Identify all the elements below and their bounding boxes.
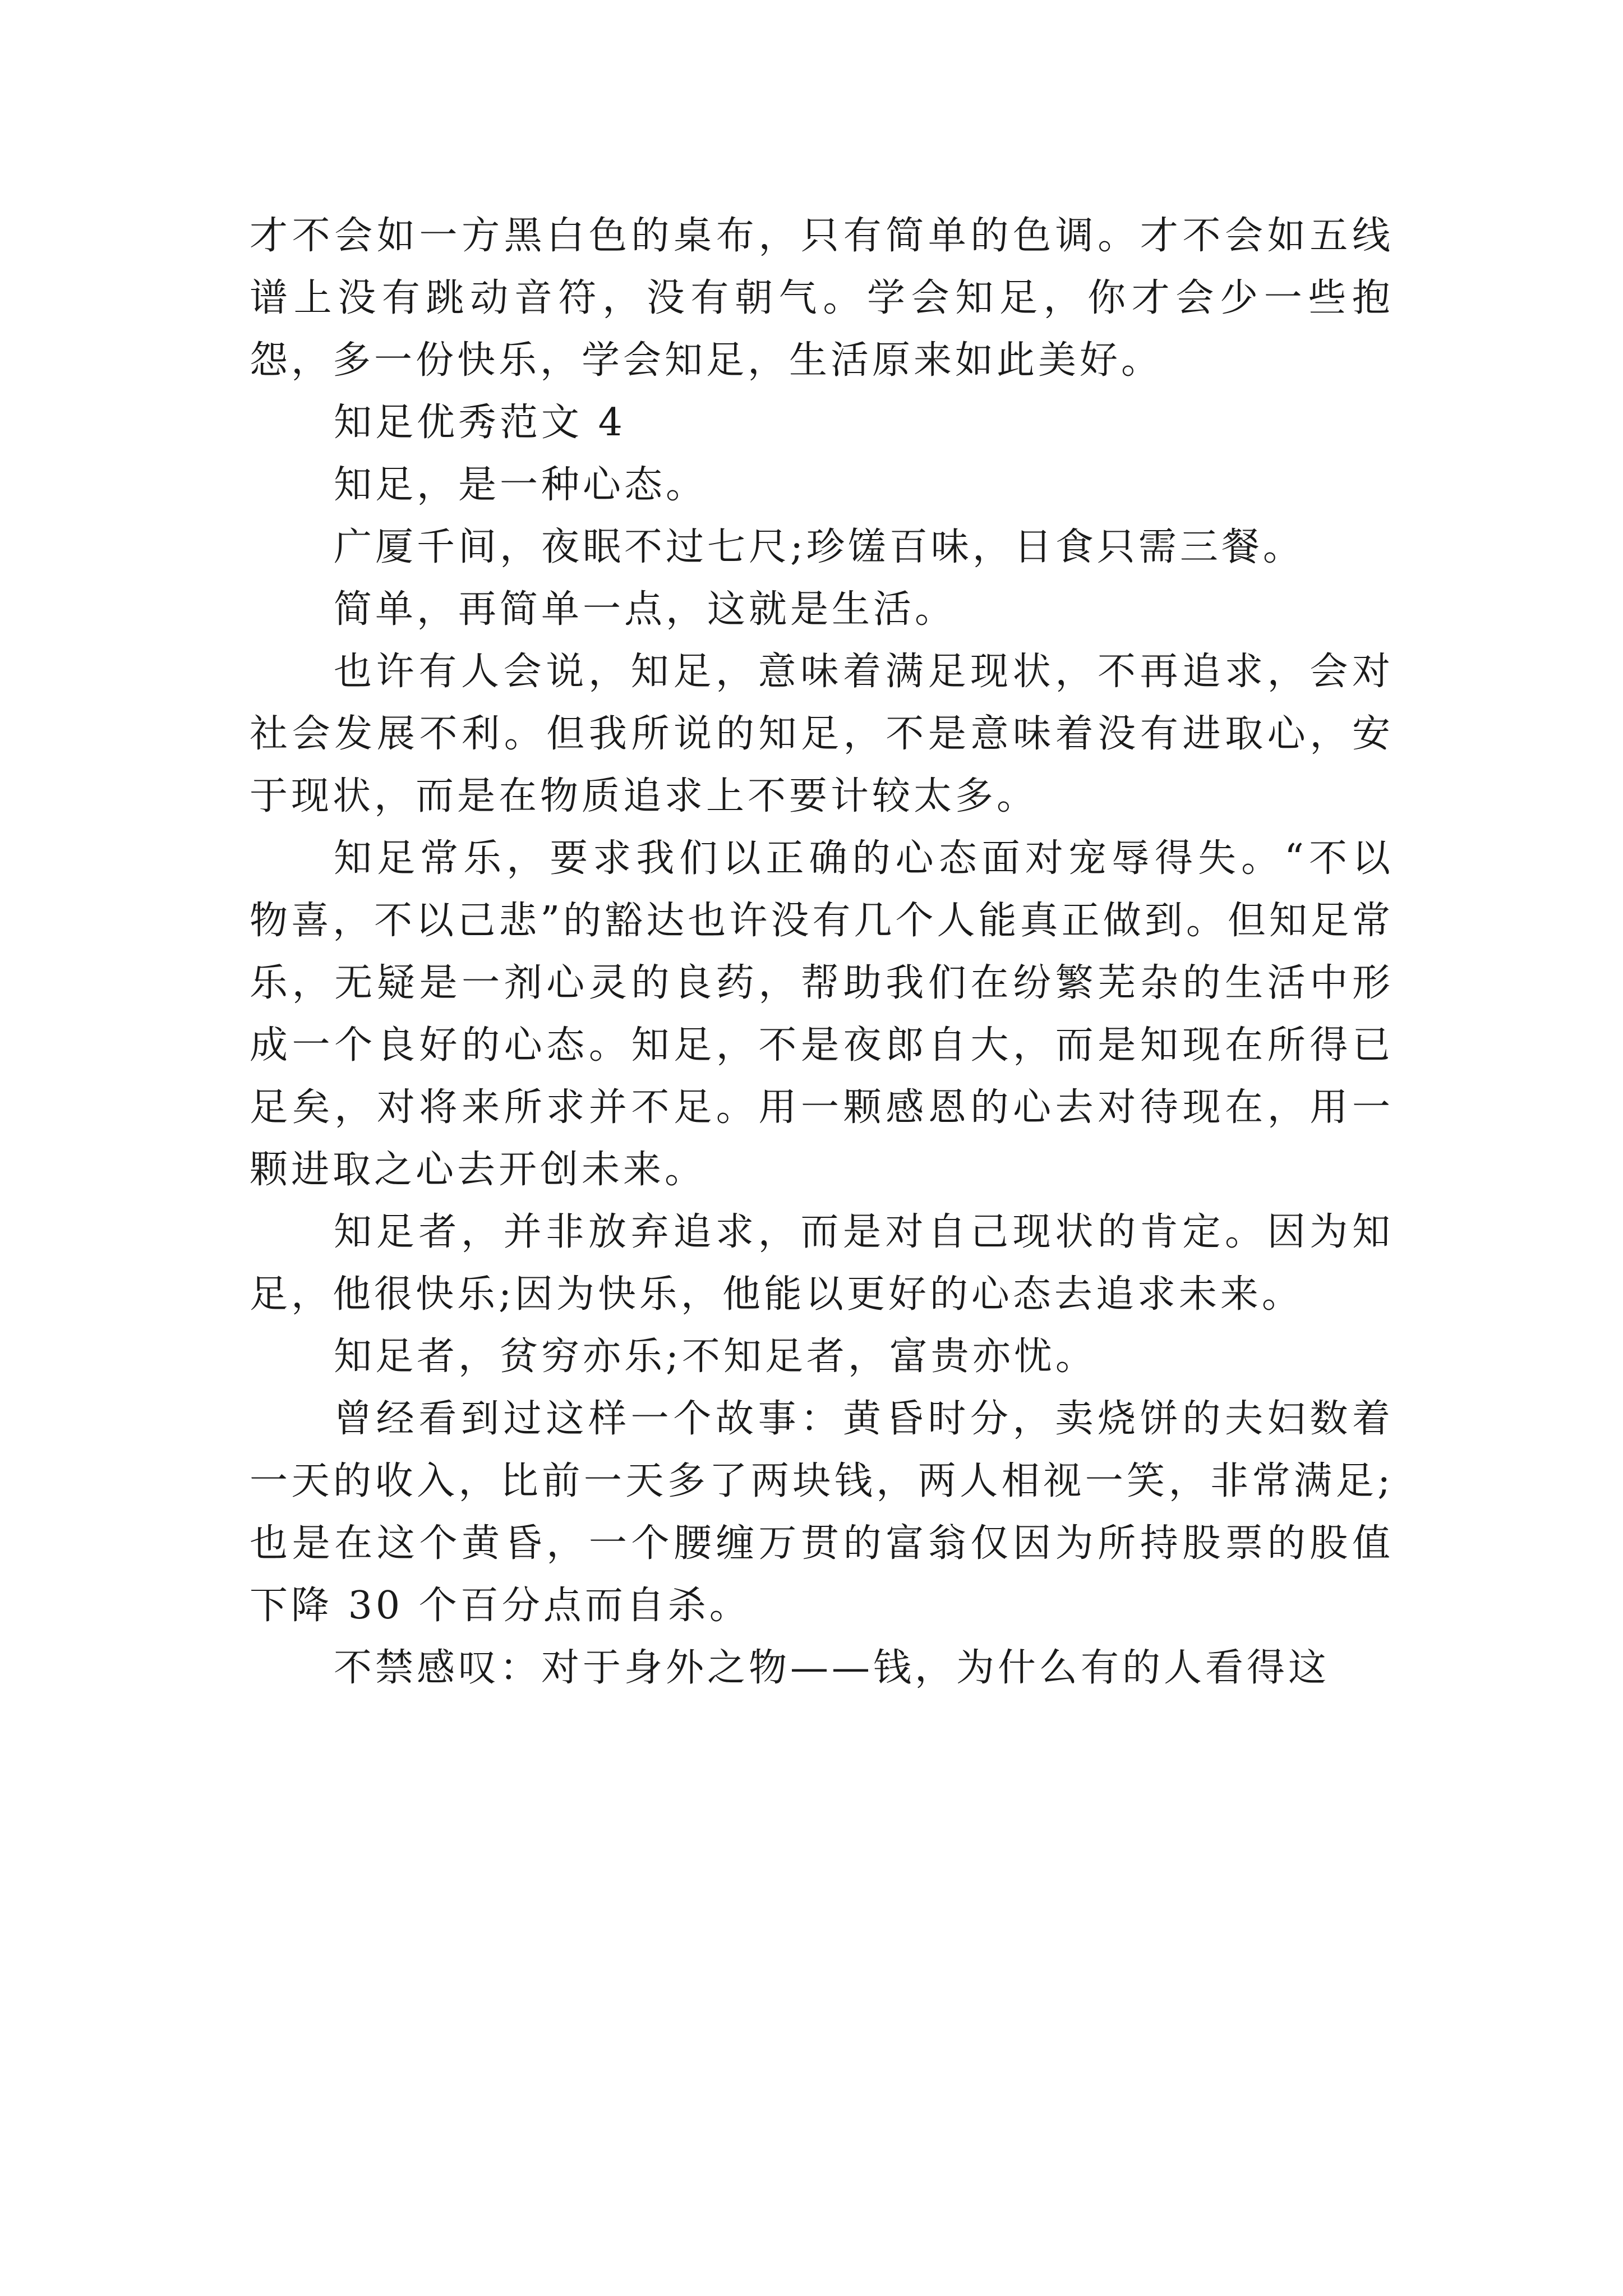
paragraph: 知足者，并非放弃追求，而是对自己现状的肯定。因为知足，他很快乐;因为快乐，他能以更好的心态去追求未来。 <box>250 1210 1394 1317</box>
paragraph: 简单，再简单一点，这就是生活。 <box>334 587 957 632</box>
paragraph: 知足常乐，要求我们以正确的心态面对宠辱得失。“不以物喜，不以己悲”的豁达也许没有几个人能真正做到。但知足常乐，无疑是一剂心灵的良药，帮助我们在纷繁芜杂的生活中形成一个良好的心态。知足，不是夜郎自大，而是知现在所得已足矣，对将来所求并不足。用一颗感恩的心去对待现在，用一颗进取之心去开创未来。 <box>250 836 1394 1192</box>
paragraph: 知足者，贫穷亦乐;不知足者，富贵亦忧。 <box>334 1335 1097 1379</box>
paragraph: 不禁感叹：对于身外之物——钱，为什么有的人看得这 <box>334 1646 1330 1690</box>
paragraph: 也许有人会说，知足，意味着满足现状，不再追求，会对社会发展不利。但我所说的知足，不是意味着没有进取心，安于现状，而是在物质追求上不要计较太多。 <box>250 650 1394 818</box>
paragraph: 广厦千间，夜眠不过七尺;珍馐百味，日食只需三餐。 <box>334 525 1304 569</box>
paragraph: 曾经看到过这样一个故事：黄昏时分，卖烧饼的夫妇数着一天的收入，比前一天多了两块钱，两人相视一笑，非常满足;也是在这个黄昏，一个腰缠万贯的富翁仅因为所持股票的股值下降 30 个百分点而自杀。 <box>250 1397 1394 1628</box>
section-heading: 知足优秀范文 4 <box>334 401 626 445</box>
paragraph-continuation: 才不会如一方黑白色的桌布，只有简单的色调。才不会如五线谱上没有跳动音符，没有朝气。学会知足，你才会少一些抱怨，多一份快乐，学会知足，生活原来如此美好。 <box>250 214 1394 383</box>
paragraph: 知足，是一种心态。 <box>334 463 708 507</box>
document-body <box>250 205 1394 1699</box>
